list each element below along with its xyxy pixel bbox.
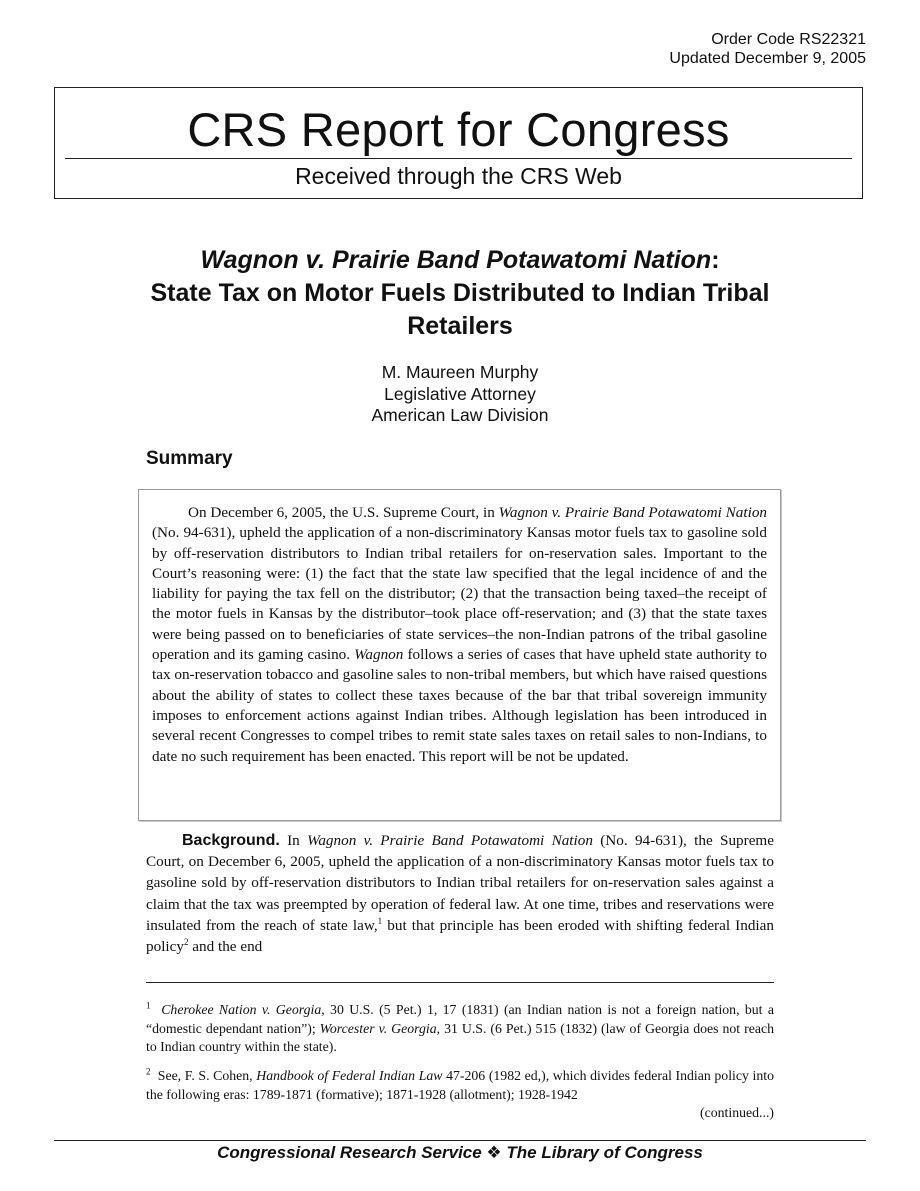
background-text-3: but that principle has been eroded with shifting federal Indian policy — [146, 916, 774, 956]
banner-divider — [65, 158, 852, 159]
report-title-case-name: Wagnon v. Prairie Band Potawatomi Nation — [200, 246, 712, 274]
footer-text: Congressional Research Service ❖ The Library of Congress — [217, 1143, 703, 1162]
footnote-1-number: 1 — [146, 1000, 151, 1011]
background-text-4: and the end — [188, 938, 263, 956]
author-role: Legislative Attorney — [384, 383, 536, 404]
footnote-2-text-1: See, F. S. Cohen, — [157, 1068, 257, 1083]
background-case-name: Wagnon v. Prairie Band Potawatomi Nation — [307, 832, 593, 849]
footnote-continued: (continued...) — [700, 1105, 774, 1120]
summary-text-1: On December 6, 2005, the U.S. Supreme Court, in — [188, 504, 499, 521]
footnote-2-book: Handbook of Federal Indian Law — [256, 1068, 443, 1083]
summary-paragraph — [152, 503, 767, 767]
summary-case-name: Wagnon v. Prairie Band Potawatomi Nation — [498, 504, 768, 521]
footnote-2-text-2: 47-206 (1982 ed,), which divides federal Indian policy into the following eras: 1789-1871 (formative); 1871-1928 (allotment); 1928-1942 — [146, 1068, 774, 1102]
order-code: Order Code RS22321 — [711, 31, 866, 48]
footnote-1 — [146, 1001, 774, 1057]
footnote-2 — [146, 1067, 774, 1104]
report-title-colon: : — [711, 246, 720, 274]
summary-heading: Summary — [146, 448, 233, 469]
footnote-1-text-2: , 31 U.S. (6 Pet.) 515 (1832) (law of Georgia does not reach to Indian country within the state). — [146, 1020, 774, 1054]
footnote-divider — [146, 982, 774, 983]
footnote-1-text-1: , 30 U.S. (5 Pet.) 1, 17 (1831) (an Indian nation is not a foreign nation, but a “domestic dependant nation”); — [146, 1002, 774, 1036]
summary-text-3: follows a series of cases that have upheld state authority to tax on-reservation tobacco and gasoline sales to non-tribal members, but which have raised questions about the ability of states to collect these taxes because of the bar that tribal sovereign immunity imposes to enforcement actions against Indian tribes. Although legislation has been introduced in several recent Congresses to compel tribes to remit state sales taxes on retail sales to non-Indians, to date no such requirement has been enacted. This report will be not be updated. — [152, 646, 767, 765]
summary-text-2: (No. 94-631), upheld the application of a non-discriminatory Kansas motor fuels tax to gasoline sold by off-reservation distributors to Indian tribal retailers for on-reservation sales. Important to the Court’s reasoning were: (1) the fact that the state law specified that the legal incidence of and the liability for paying the tax fell on the distributor; (2) that the transaction being taxed–the receipt of the motor fuels in Kansas by the distributor–took place off-reservation; and (3) that the state taxes were being passed on to beneficiaries of state services–the non-Indian patrons of the tribal gasoline operation and its gaming casino. — [152, 524, 767, 664]
footnote-2-number: 2 — [146, 1066, 151, 1077]
order-code-block — [669, 30, 866, 68]
report-title — [100, 244, 820, 343]
background-text-2: (No. 94-631), the Supreme Court, on December 6, 2005, upheld the application of a non-discriminatory Kansas motor fuels tax to gasoline sold by off-reservation distributors to Indian tribal retailers for on-reservation sales against a claim that the tax was preempted by operation of federal law. At one time, tribes and reservations were insulated from the reach of state law, — [146, 832, 774, 934]
report-banner — [54, 87, 863, 199]
updated-date: Updated December 9, 2005 — [669, 50, 866, 67]
summary-case-name-short: Wagnon — [354, 646, 404, 664]
footnote-1-case-2: Worcester v. Georgia — [319, 1020, 437, 1036]
footnote-ref-2[interactable]: 2 — [183, 936, 189, 947]
author-block — [100, 362, 820, 427]
footnote-ref-1[interactable]: 1 — [377, 915, 383, 926]
background-paragraph — [146, 830, 774, 957]
banner-subtitle: Received through the CRS Web — [295, 163, 622, 189]
footer-divider — [54, 1140, 866, 1141]
author-name: M. Maureen Murphy — [381, 362, 539, 382]
summary-box — [138, 489, 781, 821]
background-heading: Background. — [182, 832, 280, 849]
footnote-1-case-1: Cherokee Nation v. Georgia — [161, 1002, 322, 1017]
author-division: American Law Division — [371, 405, 549, 425]
banner-title: CRS Report for Congress — [187, 103, 730, 156]
report-title-subtitle: State Tax on Motor Fuels Distributed to Indian Tribal Retailers — [150, 279, 770, 340]
background-text-1: In — [279, 832, 308, 849]
